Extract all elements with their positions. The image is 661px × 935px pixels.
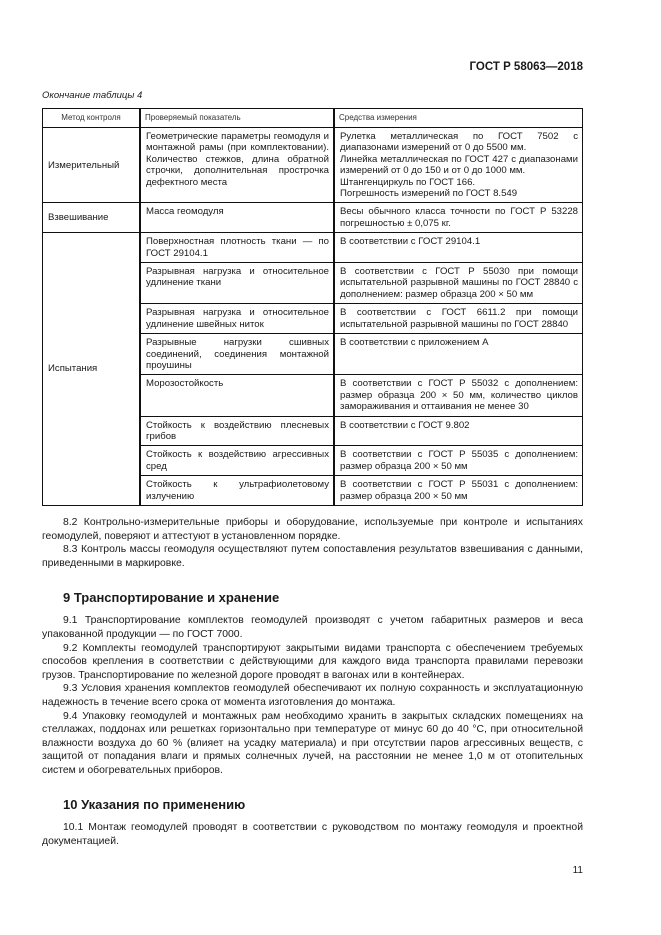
paragraph-9-1: 9.1 Транспортирование комплектов геомодулей производят с учетом габаритных размеров и веса упакованной продукции — по ГОСТ 7000. <box>42 615 583 640</box>
method-cell: Испытания <box>43 233 141 506</box>
column-header-method: Метод контроля <box>43 109 141 128</box>
paragraph-9-2: 9.2 Комплекты геомодулей транспортируют закрытыми видами транспорта с обеспечением требуемых способов крепления в соответствии с действующими для каждого вида транспорта правилами перевозки грузов. Транспортирование по железной дороге проводят в вагонах или в контейнерах. <box>42 642 583 681</box>
indicator-cell: Разрывная нагрузка и относительное удлинение ткани <box>140 263 334 304</box>
paragraph-8-3: 8.3 Контроль массы геомодуля осуществляют путем сопоставления результатов взвешивания с данными, приведенными в маркировке. <box>42 544 583 569</box>
means-cell: В соответствии с ГОСТ 29104.1 <box>334 233 583 263</box>
table-header-row <box>43 109 583 128</box>
paragraph-9-4: 9.4 Упаковку геомодулей и монтажных рам необходимо хранить в закрытых складских помещениях на стеллажах, поддонах или решетках горизонтально при температуре от минус 60 до 40 °С, при относительной влажности воздуха до 60 % (влияет на усадку материала) и при отсутствии паров агрессивных веществ, с защитой от попадания влаги и прямых солнечных лучей, на расстоянии не менее 1,0 м от отопительных систем и обогревательных приборов. <box>42 710 583 776</box>
means-line: Линейка металлическая по ГОСТ 427 с диапазонами измерений от 0 до 150 и от 0 до 1000 мм. <box>340 153 578 177</box>
indicator-cell: Геометрические параметры геомодуля и монтажной рамы (при комплектовании). Количество стежков, длина обратной строчки, дополнительная прострочка дефектного места <box>140 128 334 203</box>
section-10-heading: 10 Указания по применению <box>63 797 246 813</box>
means-cell: В соответствии с ГОСТ 9.802 <box>334 416 583 446</box>
means-cell: В соответствии с ГОСТ Р 55030 при помощи испытательной разрывной машины по ГОСТ 28840 с дополнением: размер образца 200 × 50 мм <box>334 263 583 304</box>
table-row <box>43 233 583 263</box>
indicator-cell: Масса геомодуля <box>140 203 334 233</box>
column-header-indicator: Проверяемый показатель <box>140 109 334 128</box>
means-cell: В соответствии с ГОСТ Р 55031 с дополнением: размер образца 200 × 50 мм <box>334 476 583 506</box>
method-cell: Взвешивание <box>43 203 141 233</box>
section-9-text <box>42 614 583 777</box>
column-header-means: Средства измерения <box>334 109 583 128</box>
section-10-text <box>42 821 583 848</box>
table-caption: Окончание таблицы 4 <box>42 90 143 101</box>
means-cell: В соответствии с ГОСТ Р 55035 с дополнением: размер образца 200 × 50 мм <box>334 446 583 476</box>
section-9-heading: 9 Транспортирование и хранение <box>63 590 280 606</box>
paragraph-9-3: 9.3 Условия хранения комплектов геомодулей обеспечивают их полную сохранность и эксплуатационную надежность в течение всего срока от момента изготовления до монтажа. <box>42 683 583 708</box>
method-cell: Измерительный <box>43 128 141 203</box>
indicator-cell: Разрывные нагрузки сшивных соединений, соединения монтажной проушины <box>140 334 334 375</box>
indicator-cell: Стойкость к ультрафиолетовому излучению <box>140 476 334 506</box>
indicator-cell: Разрывная нагрузка и относительное удлинение швейных ниток <box>140 304 334 334</box>
section-8-text <box>42 516 583 570</box>
means-cell: В соответствии с ГОСТ 6611.2 при помощи испытательной разрывной машины по ГОСТ 28840 <box>334 304 583 334</box>
indicator-cell: Стойкость к воздействию плесневых грибов <box>140 416 334 446</box>
indicator-cell: Поверхностная плотность ткани — по ГОСТ 29104.1 <box>140 233 334 263</box>
means-cell <box>334 128 583 203</box>
page-number: 11 <box>572 864 583 876</box>
means-line: Штангенциркуль по ГОСТ 166. <box>340 176 476 188</box>
means-line: Рулетка металлическая по ГОСТ 7502 с диапазонами измерений от 0 до 5500 мм. <box>340 131 578 154</box>
table-row <box>43 128 583 203</box>
means-cell: Весы обычного класса точности по ГОСТ Р 53228 погрешностью ± 0,075 кг. <box>334 203 583 233</box>
means-line: Погрешность измерений по ГОСТ 8.549 <box>340 188 518 200</box>
paragraph-8-2: 8.2 Контрольно-измерительные приборы и оборудование, используемые при контроле и испытаниях геомодулей, поверяют и аттестуют в установленном порядке. <box>42 516 583 542</box>
control-methods-table <box>42 108 583 506</box>
indicator-cell: Морозостойкость <box>140 375 334 416</box>
means-cell: В соответствии с ГОСТ Р 55032 с дополнением: размер образца 200 × 50 мм, количество циклов замораживания и оттаивания не менее 30 <box>334 375 583 416</box>
paragraph-10-1: 10.1 Монтаж геомодулей проводят в соответствии с руководством по монтажу геомодуля и проектной документацией. <box>42 822 583 848</box>
document-code: ГОСТ Р 58063—2018 <box>469 61 583 73</box>
table-row <box>43 203 583 233</box>
indicator-cell: Стойкость к воздействию агрессивных сред <box>140 446 334 476</box>
means-cell: В соответствии с приложением А <box>334 334 583 375</box>
